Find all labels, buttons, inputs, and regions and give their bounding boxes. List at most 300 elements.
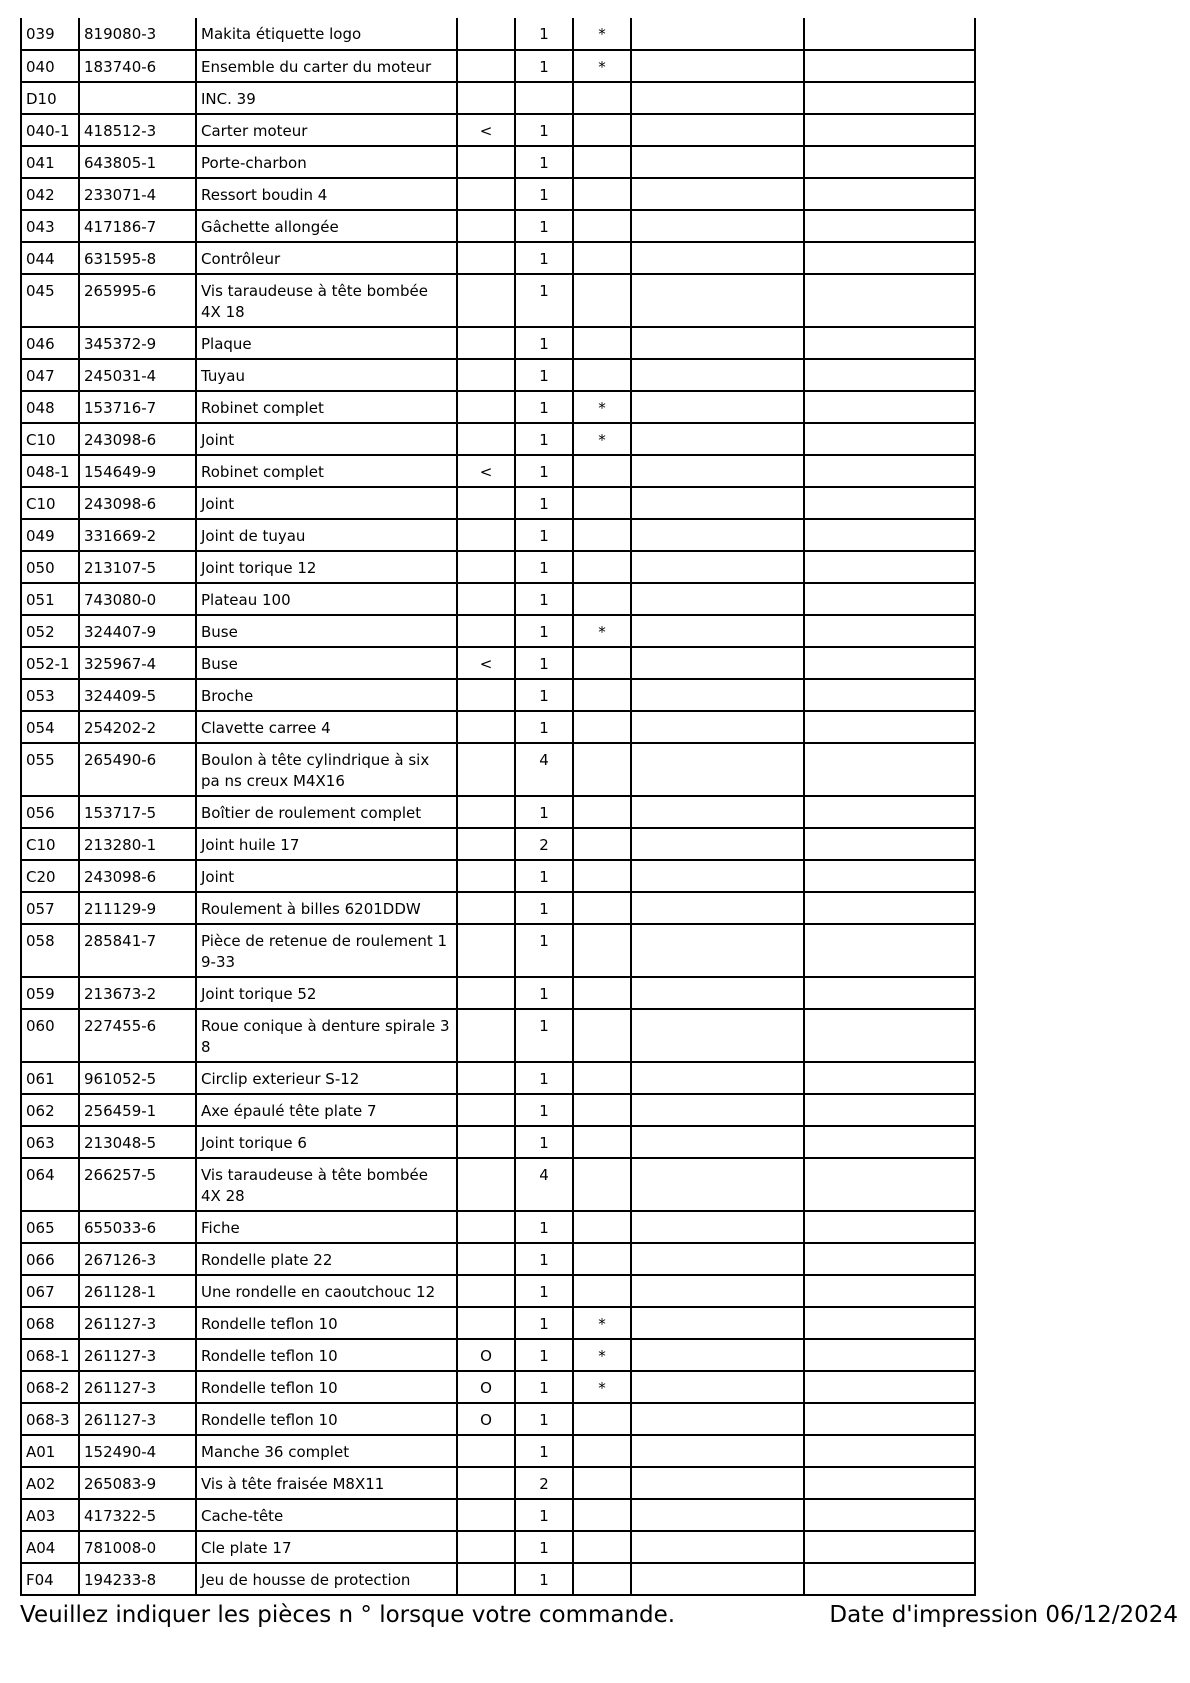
empty-cell xyxy=(804,1371,975,1403)
empty-cell xyxy=(804,711,975,743)
mark-cell xyxy=(573,1158,631,1211)
description-cell: Buse xyxy=(196,615,457,647)
empty-cell xyxy=(631,1467,804,1499)
empty-cell xyxy=(804,583,975,615)
table-row xyxy=(21,327,975,359)
ref-number-cell: 054 xyxy=(21,711,79,743)
empty-cell xyxy=(631,327,804,359)
table-row xyxy=(21,1211,975,1243)
empty-cell xyxy=(804,743,975,796)
description-cell: Rondelle teflon 10 xyxy=(196,1403,457,1435)
table-row xyxy=(21,828,975,860)
empty-cell xyxy=(631,1499,804,1531)
part-number-cell: 254202-2 xyxy=(79,711,196,743)
mark-cell xyxy=(573,487,631,519)
quantity-cell: 1 xyxy=(515,391,573,423)
mark-cell xyxy=(573,977,631,1009)
ref-number-cell: A02 xyxy=(21,1467,79,1499)
part-number-cell: 265490-6 xyxy=(79,743,196,796)
description-cell: Plaque xyxy=(196,327,457,359)
part-number-cell: 243098-6 xyxy=(79,423,196,455)
quantity-cell: 1 xyxy=(515,1307,573,1339)
empty-cell xyxy=(631,860,804,892)
empty-cell xyxy=(631,1339,804,1371)
part-number-cell: 261128-1 xyxy=(79,1275,196,1307)
empty-cell xyxy=(804,615,975,647)
mark-cell xyxy=(573,551,631,583)
table-row xyxy=(21,242,975,274)
part-number-cell: 267126-3 xyxy=(79,1243,196,1275)
mark-cell xyxy=(573,359,631,391)
ref-number-cell: 057 xyxy=(21,892,79,924)
note-cell xyxy=(457,679,515,711)
empty-cell xyxy=(631,391,804,423)
part-number-cell: 154649-9 xyxy=(79,455,196,487)
empty-cell xyxy=(804,1467,975,1499)
part-number-cell: 213048-5 xyxy=(79,1126,196,1158)
quantity-cell: 1 xyxy=(515,50,573,82)
part-number-cell: 418512-3 xyxy=(79,114,196,146)
mark-cell xyxy=(573,1243,631,1275)
table-row xyxy=(21,359,975,391)
mark-cell xyxy=(573,1435,631,1467)
empty-cell xyxy=(631,82,804,114)
description-cell: Makita étiquette logo xyxy=(196,18,457,50)
quantity-cell: 1 xyxy=(515,327,573,359)
description-cell: Joint torique 52 xyxy=(196,977,457,1009)
ref-number-cell: 052-1 xyxy=(21,647,79,679)
part-number-cell: 819080-3 xyxy=(79,18,196,50)
quantity-cell: 2 xyxy=(515,828,573,860)
quantity-cell: 1 xyxy=(515,977,573,1009)
mark-cell xyxy=(573,743,631,796)
empty-cell xyxy=(804,1403,975,1435)
part-number-cell: 655033-6 xyxy=(79,1211,196,1243)
mark-cell xyxy=(573,210,631,242)
ref-number-cell: 050 xyxy=(21,551,79,583)
table-row xyxy=(21,114,975,146)
quantity-cell: 1 xyxy=(515,647,573,679)
quantity-cell: 1 xyxy=(515,796,573,828)
empty-cell xyxy=(804,82,975,114)
empty-cell xyxy=(804,1009,975,1062)
empty-cell xyxy=(804,1243,975,1275)
empty-cell xyxy=(804,455,975,487)
table-row xyxy=(21,1563,975,1595)
quantity-cell: 1 xyxy=(515,1531,573,1563)
quantity-cell: 2 xyxy=(515,1467,573,1499)
empty-cell xyxy=(631,679,804,711)
table-row xyxy=(21,647,975,679)
empty-cell xyxy=(631,1009,804,1062)
parts-table-body xyxy=(21,18,975,1595)
ref-number-cell: 040-1 xyxy=(21,114,79,146)
description-cell: Rondelle teflon 10 xyxy=(196,1307,457,1339)
quantity-cell: 1 xyxy=(515,1275,573,1307)
part-number-cell: 152490-4 xyxy=(79,1435,196,1467)
quantity-cell: 1 xyxy=(515,679,573,711)
table-row xyxy=(21,1531,975,1563)
part-number-cell: 631595-8 xyxy=(79,242,196,274)
table-row xyxy=(21,455,975,487)
table-row xyxy=(21,519,975,551)
note-cell xyxy=(457,178,515,210)
empty-cell xyxy=(804,1126,975,1158)
mark-cell: * xyxy=(573,18,631,50)
table-row xyxy=(21,1403,975,1435)
quantity-cell: 1 xyxy=(515,18,573,50)
description-cell: Roulement à billes 6201DDW xyxy=(196,892,457,924)
mark-cell xyxy=(573,82,631,114)
table-row xyxy=(21,1158,975,1211)
empty-cell xyxy=(631,1403,804,1435)
part-number-cell: 266257-5 xyxy=(79,1158,196,1211)
mark-cell xyxy=(573,892,631,924)
note-cell xyxy=(457,1211,515,1243)
empty-cell xyxy=(631,455,804,487)
table-row xyxy=(21,1094,975,1126)
mark-cell xyxy=(573,796,631,828)
quantity-cell: 1 xyxy=(515,1371,573,1403)
ref-number-cell: A01 xyxy=(21,1435,79,1467)
part-number-cell xyxy=(79,82,196,114)
quantity-cell: 1 xyxy=(515,274,573,327)
empty-cell xyxy=(804,487,975,519)
empty-cell xyxy=(631,583,804,615)
description-cell: Robinet complet xyxy=(196,455,457,487)
ref-number-cell: 046 xyxy=(21,327,79,359)
empty-cell xyxy=(804,391,975,423)
table-row xyxy=(21,924,975,977)
table-row xyxy=(21,1499,975,1531)
description-cell: Cache-tête xyxy=(196,1499,457,1531)
description-cell: Joint xyxy=(196,487,457,519)
note-cell xyxy=(457,1275,515,1307)
ref-number-cell: 055 xyxy=(21,743,79,796)
table-row xyxy=(21,1307,975,1339)
empty-cell xyxy=(631,114,804,146)
part-number-cell: 261127-3 xyxy=(79,1307,196,1339)
mark-cell: * xyxy=(573,1371,631,1403)
description-cell: Joint torique 6 xyxy=(196,1126,457,1158)
quantity-cell: 1 xyxy=(515,1243,573,1275)
empty-cell xyxy=(631,1307,804,1339)
ref-number-cell: C10 xyxy=(21,423,79,455)
ref-number-cell: 062 xyxy=(21,1094,79,1126)
note-cell xyxy=(457,1467,515,1499)
empty-cell xyxy=(631,1158,804,1211)
quantity-cell: 1 xyxy=(515,242,573,274)
table-row xyxy=(21,743,975,796)
empty-cell xyxy=(631,519,804,551)
empty-cell xyxy=(804,977,975,1009)
empty-cell xyxy=(631,1531,804,1563)
ref-number-cell: 067 xyxy=(21,1275,79,1307)
note-cell xyxy=(457,519,515,551)
empty-cell xyxy=(804,679,975,711)
empty-cell xyxy=(804,1531,975,1563)
ref-number-cell: 056 xyxy=(21,796,79,828)
ref-number-cell: 058 xyxy=(21,924,79,977)
description-cell: Robinet complet xyxy=(196,391,457,423)
empty-cell xyxy=(631,146,804,178)
part-number-cell: 781008-0 xyxy=(79,1531,196,1563)
empty-cell xyxy=(631,50,804,82)
quantity-cell: 1 xyxy=(515,1499,573,1531)
quantity-cell: 1 xyxy=(515,423,573,455)
mark-cell: * xyxy=(573,1339,631,1371)
table-row xyxy=(21,977,975,1009)
note-cell xyxy=(457,1126,515,1158)
note-cell xyxy=(457,1499,515,1531)
mark-cell xyxy=(573,828,631,860)
empty-cell xyxy=(804,1435,975,1467)
part-number-cell: 743080-0 xyxy=(79,583,196,615)
note-cell xyxy=(457,423,515,455)
part-number-cell: 213280-1 xyxy=(79,828,196,860)
table-row xyxy=(21,423,975,455)
description-cell: Ressort boudin 4 xyxy=(196,178,457,210)
note-cell xyxy=(457,210,515,242)
mark-cell xyxy=(573,1009,631,1062)
description-cell: Roue conique à denture spirale 3 8 xyxy=(196,1009,457,1062)
empty-cell xyxy=(631,1371,804,1403)
note-cell: O xyxy=(457,1339,515,1371)
empty-cell xyxy=(804,1158,975,1211)
mark-cell xyxy=(573,519,631,551)
part-number-cell: 233071-4 xyxy=(79,178,196,210)
empty-cell xyxy=(631,828,804,860)
empty-cell xyxy=(631,359,804,391)
table-row xyxy=(21,274,975,327)
ref-number-cell: 048-1 xyxy=(21,455,79,487)
ref-number-cell: 068-2 xyxy=(21,1371,79,1403)
description-cell: Clavette carree 4 xyxy=(196,711,457,743)
part-number-cell: 153716-7 xyxy=(79,391,196,423)
empty-cell xyxy=(631,1275,804,1307)
empty-cell xyxy=(631,1243,804,1275)
empty-cell xyxy=(804,551,975,583)
quantity-cell: 1 xyxy=(515,615,573,647)
description-cell: Joint huile 17 xyxy=(196,828,457,860)
part-number-cell: 211129-9 xyxy=(79,892,196,924)
empty-cell xyxy=(804,242,975,274)
description-cell: Porte-charbon xyxy=(196,146,457,178)
table-row xyxy=(21,487,975,519)
empty-cell xyxy=(631,487,804,519)
quantity-cell: 1 xyxy=(515,1339,573,1371)
mark-cell: * xyxy=(573,615,631,647)
note-cell xyxy=(457,583,515,615)
empty-cell xyxy=(631,1126,804,1158)
quantity-cell: 1 xyxy=(515,519,573,551)
ref-number-cell: 064 xyxy=(21,1158,79,1211)
description-cell: Contrôleur xyxy=(196,242,457,274)
mark-cell xyxy=(573,1403,631,1435)
empty-cell xyxy=(631,1211,804,1243)
ref-number-cell: 044 xyxy=(21,242,79,274)
note-cell: O xyxy=(457,1371,515,1403)
table-row xyxy=(21,1435,975,1467)
part-number-cell: 153717-5 xyxy=(79,796,196,828)
quantity-cell: 1 xyxy=(515,1126,573,1158)
empty-cell xyxy=(804,796,975,828)
quantity-cell: 1 xyxy=(515,711,573,743)
ref-number-cell: D10 xyxy=(21,82,79,114)
table-row xyxy=(21,82,975,114)
empty-cell xyxy=(804,423,975,455)
description-cell: Ensemble du carter du moteur xyxy=(196,50,457,82)
note-cell xyxy=(457,892,515,924)
description-cell: Manche 36 complet xyxy=(196,1435,457,1467)
ref-number-cell: 066 xyxy=(21,1243,79,1275)
mark-cell xyxy=(573,242,631,274)
empty-cell xyxy=(804,1211,975,1243)
part-number-cell: 213673-2 xyxy=(79,977,196,1009)
part-number-cell: 417322-5 xyxy=(79,1499,196,1531)
quantity-cell: 1 xyxy=(515,455,573,487)
ref-number-cell: 061 xyxy=(21,1062,79,1094)
empty-cell xyxy=(804,50,975,82)
note-cell xyxy=(457,924,515,977)
empty-cell xyxy=(804,1563,975,1595)
table-row xyxy=(21,1243,975,1275)
mark-cell xyxy=(573,1467,631,1499)
empty-cell xyxy=(804,1275,975,1307)
table-row xyxy=(21,146,975,178)
table-row xyxy=(21,679,975,711)
table-row xyxy=(21,1339,975,1371)
empty-cell xyxy=(804,274,975,327)
note-cell xyxy=(457,615,515,647)
empty-cell xyxy=(631,423,804,455)
note-cell xyxy=(457,1435,515,1467)
mark-cell xyxy=(573,1563,631,1595)
part-number-cell: 345372-9 xyxy=(79,327,196,359)
mark-cell xyxy=(573,1094,631,1126)
empty-cell xyxy=(631,551,804,583)
part-number-cell: 261127-3 xyxy=(79,1339,196,1371)
note-cell xyxy=(457,50,515,82)
ref-number-cell: 053 xyxy=(21,679,79,711)
quantity-cell: 1 xyxy=(515,1211,573,1243)
quantity-cell: 1 xyxy=(515,146,573,178)
part-number-cell: 265995-6 xyxy=(79,274,196,327)
empty-cell xyxy=(631,892,804,924)
note-cell: O xyxy=(457,1403,515,1435)
description-cell: Vis à tête fraisée M8X11 xyxy=(196,1467,457,1499)
part-number-cell: 961052-5 xyxy=(79,1062,196,1094)
print-date: Date d'impression 06/12/2024 xyxy=(829,1602,1178,1628)
note-cell xyxy=(457,327,515,359)
quantity-cell: 1 xyxy=(515,359,573,391)
mark-cell xyxy=(573,1499,631,1531)
description-cell: Axe épaulé tête plate 7 xyxy=(196,1094,457,1126)
mark-cell xyxy=(573,1531,631,1563)
note-cell xyxy=(457,1531,515,1563)
description-cell: Cle plate 17 xyxy=(196,1531,457,1563)
empty-cell xyxy=(631,1094,804,1126)
mark-cell: * xyxy=(573,1307,631,1339)
note-cell xyxy=(457,711,515,743)
table-row xyxy=(21,860,975,892)
mark-cell xyxy=(573,679,631,711)
mark-cell xyxy=(573,178,631,210)
empty-cell xyxy=(804,1499,975,1531)
part-number-cell: 324407-9 xyxy=(79,615,196,647)
empty-cell xyxy=(631,1435,804,1467)
note-cell xyxy=(457,18,515,50)
empty-cell xyxy=(631,210,804,242)
ref-number-cell: 041 xyxy=(21,146,79,178)
note-cell xyxy=(457,1563,515,1595)
ref-number-cell: 042 xyxy=(21,178,79,210)
mark-cell xyxy=(573,455,631,487)
ref-number-cell: 068-3 xyxy=(21,1403,79,1435)
empty-cell xyxy=(804,647,975,679)
empty-cell xyxy=(804,924,975,977)
part-number-cell: 417186-7 xyxy=(79,210,196,242)
empty-cell xyxy=(631,615,804,647)
mark-cell xyxy=(573,1275,631,1307)
part-number-cell: 243098-6 xyxy=(79,487,196,519)
mark-cell xyxy=(573,1126,631,1158)
description-cell: INC. 39 xyxy=(196,82,457,114)
description-cell: Vis taraudeuse à tête bombée 4X 18 xyxy=(196,274,457,327)
empty-cell xyxy=(804,178,975,210)
mark-cell xyxy=(573,1211,631,1243)
empty-cell xyxy=(631,796,804,828)
mark-cell xyxy=(573,924,631,977)
mark-cell: * xyxy=(573,423,631,455)
ref-number-cell: 049 xyxy=(21,519,79,551)
ref-number-cell: F04 xyxy=(21,1563,79,1595)
empty-cell xyxy=(631,711,804,743)
empty-cell xyxy=(804,1094,975,1126)
mark-cell xyxy=(573,711,631,743)
note-cell xyxy=(457,242,515,274)
quantity-cell: 1 xyxy=(515,1062,573,1094)
empty-cell xyxy=(804,892,975,924)
quantity-cell xyxy=(515,82,573,114)
description-cell: Circlip exterieur S-12 xyxy=(196,1062,457,1094)
ref-number-cell: A03 xyxy=(21,1499,79,1531)
quantity-cell: 1 xyxy=(515,583,573,615)
description-cell: Joint xyxy=(196,423,457,455)
mark-cell: * xyxy=(573,50,631,82)
ref-number-cell: 065 xyxy=(21,1211,79,1243)
note-cell xyxy=(457,828,515,860)
table-row xyxy=(21,796,975,828)
note-cell xyxy=(457,977,515,1009)
ref-number-cell: 060 xyxy=(21,1009,79,1062)
note-cell xyxy=(457,146,515,178)
table-row xyxy=(21,551,975,583)
empty-cell xyxy=(804,327,975,359)
part-number-cell: 265083-9 xyxy=(79,1467,196,1499)
table-row xyxy=(21,711,975,743)
quantity-cell: 1 xyxy=(515,487,573,519)
empty-cell xyxy=(804,860,975,892)
note-cell xyxy=(457,743,515,796)
quantity-cell: 1 xyxy=(515,114,573,146)
note-cell xyxy=(457,551,515,583)
mark-cell xyxy=(573,583,631,615)
note-cell xyxy=(457,82,515,114)
note-cell xyxy=(457,391,515,423)
note-cell: < xyxy=(457,647,515,679)
part-number-cell: 256459-1 xyxy=(79,1094,196,1126)
